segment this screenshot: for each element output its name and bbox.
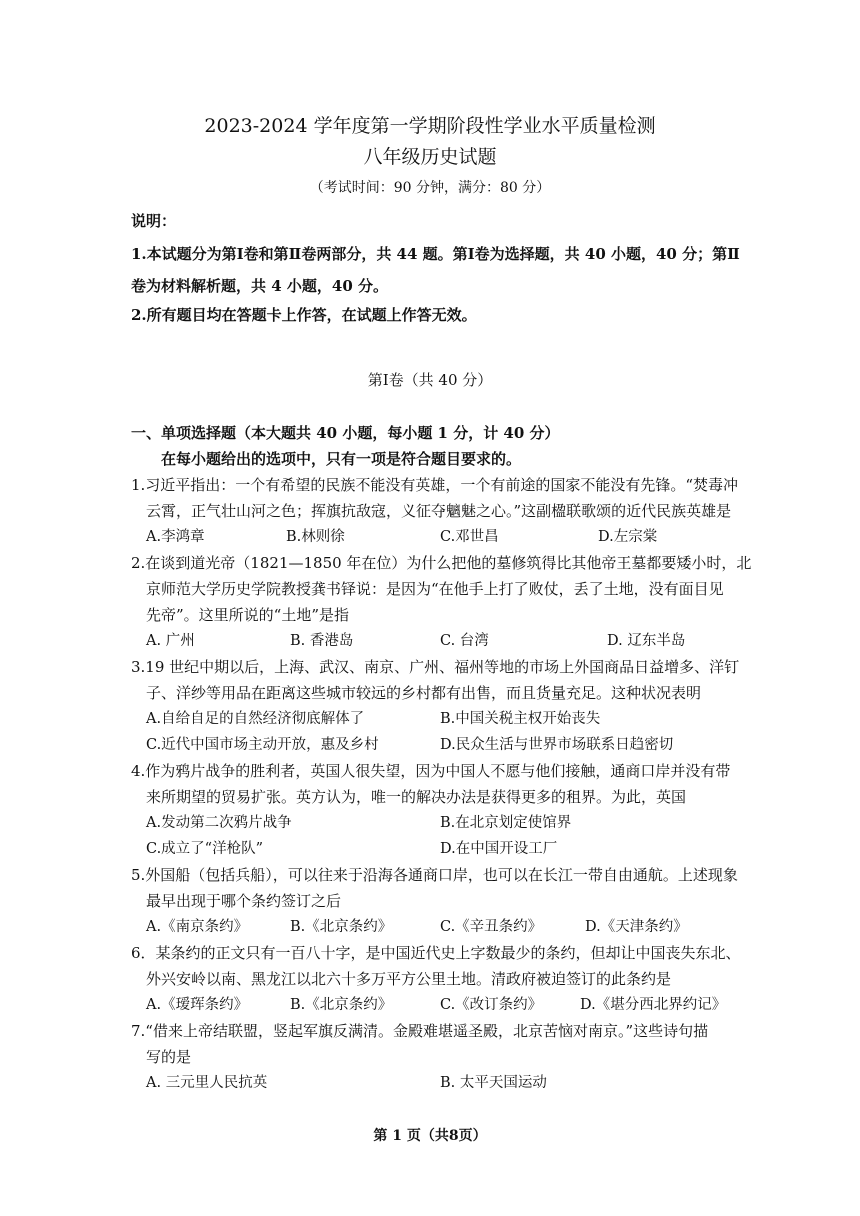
question-2-line-3: 先帝”。这里所说的“土地”是指 [146, 606, 350, 624]
instructions-heading: 说明： [131, 212, 177, 230]
question-3-option-d: D.民众生活与世界市场联系日趋密切 [440, 737, 674, 753]
question-6-line-2: 外兴安岭以南、黑龙江以北六十多万平方公里土地。清政府被迫签订的此条约是 [146, 970, 672, 988]
question-2-option-b: B. 香港岛 [290, 633, 354, 649]
question-4-option-a: A.发动第二次鸦片战争 [146, 815, 292, 831]
question-3-line-2: 子、洋纱等用品在距离这些城市较远的乡村都有出售，而且货量充足。这种状况表明 [146, 684, 702, 702]
question-5-option-b: B.《北京条约》 [290, 919, 393, 935]
page-footer: 第 1 页（共8页） [373, 1128, 487, 1144]
question-2-option-c: C. 台湾 [440, 633, 489, 649]
section-label: 第Ⅰ卷（共 40 分） [367, 371, 493, 389]
exam-subtitle: 八年级历史试题 [363, 146, 497, 168]
question-1-option-d: D.左宗棠 [598, 529, 658, 545]
question-3-option-a: A.自给自足的自然经济彻底解体了 [146, 711, 365, 727]
question-3-option-c: C.近代中国市场主动开放，惠及乡村 [146, 737, 379, 753]
question-3-line-1: 3.19 世纪中期以后，上海、武汉、南京、广州、福州等地的市场上外国商品日益增多、洋钉 [131, 658, 740, 676]
question-1-line-1: 1.习近平指出：一个有希望的民族不能没有英雄，一个有前途的国家不能没有先锋。“焚毒冲 [131, 476, 738, 494]
part-instruction: 在每小题给出的选项中，只有一项是符合题目要求的。 [161, 450, 522, 468]
instruction-2: 2.所有题目均在答题卡上作答，在试题上作答无效。 [131, 306, 477, 324]
question-6-option-b: B.《北京条约》 [290, 997, 393, 1013]
question-1-option-c: C.邓世昌 [440, 529, 499, 545]
question-1-line-2: 云霄，正气壮山河之色；挥旗抗敌寇，义征夺魑魅之心。”这副楹联歌颂的近代民族英雄是 [146, 502, 732, 520]
question-7-line-1: 7.“借来上帝结联盟，竖起军旗反满清。金殿难堪遥圣殿，北京苦恼对南京。”这些诗句描 [131, 1022, 709, 1040]
question-4-line-1: 4.作为鸦片战争的胜利者，英国人很失望，因为中国人不愿与他们接触，通商口岸并没有带 [131, 762, 731, 780]
question-5-option-c: C.《辛丑条约》 [440, 919, 543, 935]
question-6-line-1: 6．某条约的正文只有一百八十字，是中国近代史上字数最少的条约，但却让中国丧失东北、 [131, 944, 741, 962]
instruction-1-line-1: 1.本试题分为第Ⅰ卷和第Ⅱ卷两部分，共 44 题。第Ⅰ卷为选择题，共 40 小题，40 分；第Ⅱ [131, 245, 740, 263]
question-6-option-c: C.《改订条约》 [440, 997, 543, 1013]
question-3-option-b: B.中国关税主权开始丧失 [440, 711, 601, 727]
question-6-option-d: D.《堪分西北界约记》 [580, 997, 727, 1013]
question-1-option-a: A.李鸿章 [146, 529, 205, 545]
instruction-1-line-2: 卷为材料解析题，共 4 小题，40 分。 [131, 277, 388, 295]
question-6-option-a: A.《瑷珲条约》 [146, 997, 249, 1013]
question-5-option-d: D.《天津条约》 [585, 919, 688, 935]
exam-info: （考试时间：90 分钟，满分：80 分） [309, 180, 551, 196]
question-5-line-2: 最早出现于哪个条约签订之后 [146, 892, 342, 910]
question-5-line-1: 5.外国船（包括兵船），可以往来于沿海各通商口岸，也可以在长江一带自由通航。上述现象 [131, 866, 738, 884]
question-7-option-a: A. 三元里人民抗英 [146, 1075, 268, 1091]
exam-title: 2023-2024 学年度第一学期阶段性学业水平质量检测 [204, 115, 656, 137]
question-2-option-d: D. 辽东半岛 [607, 633, 686, 649]
question-4-option-b: B.在北京划定使馆界 [440, 815, 572, 831]
part-heading: 一、单项选择题（本大题共 40 小题，每小题 1 分，计 40 分） [131, 424, 560, 442]
question-2-line-2: 京师范大学历史学院教授龚书铎说：是因为“在他手上打了败仗，丢了土地，没有面目见 [146, 580, 724, 598]
question-2-line-1: 2.在谈到道光帝（1821—1850 年在位）为什么把他的墓修筑得比其他帝王墓都要矮小时，北 [131, 554, 752, 572]
question-4-option-d: D.在中国开设工厂 [440, 841, 558, 857]
question-4-option-c: C.成立了“洋枪队” [146, 841, 264, 857]
question-7-option-b: B. 太平天国运动 [440, 1075, 547, 1091]
question-2-option-a: A. 广州 [146, 633, 195, 649]
question-5-option-a: A.《南京条约》 [146, 919, 249, 935]
question-1-option-b: B.林则徐 [286, 529, 345, 545]
question-4-line-2: 来所期望的贸易扩张。英方认为，唯一的解决办法是获得更多的租界。为此，英国 [146, 788, 687, 806]
question-7-line-2: 写的是 [146, 1048, 192, 1066]
